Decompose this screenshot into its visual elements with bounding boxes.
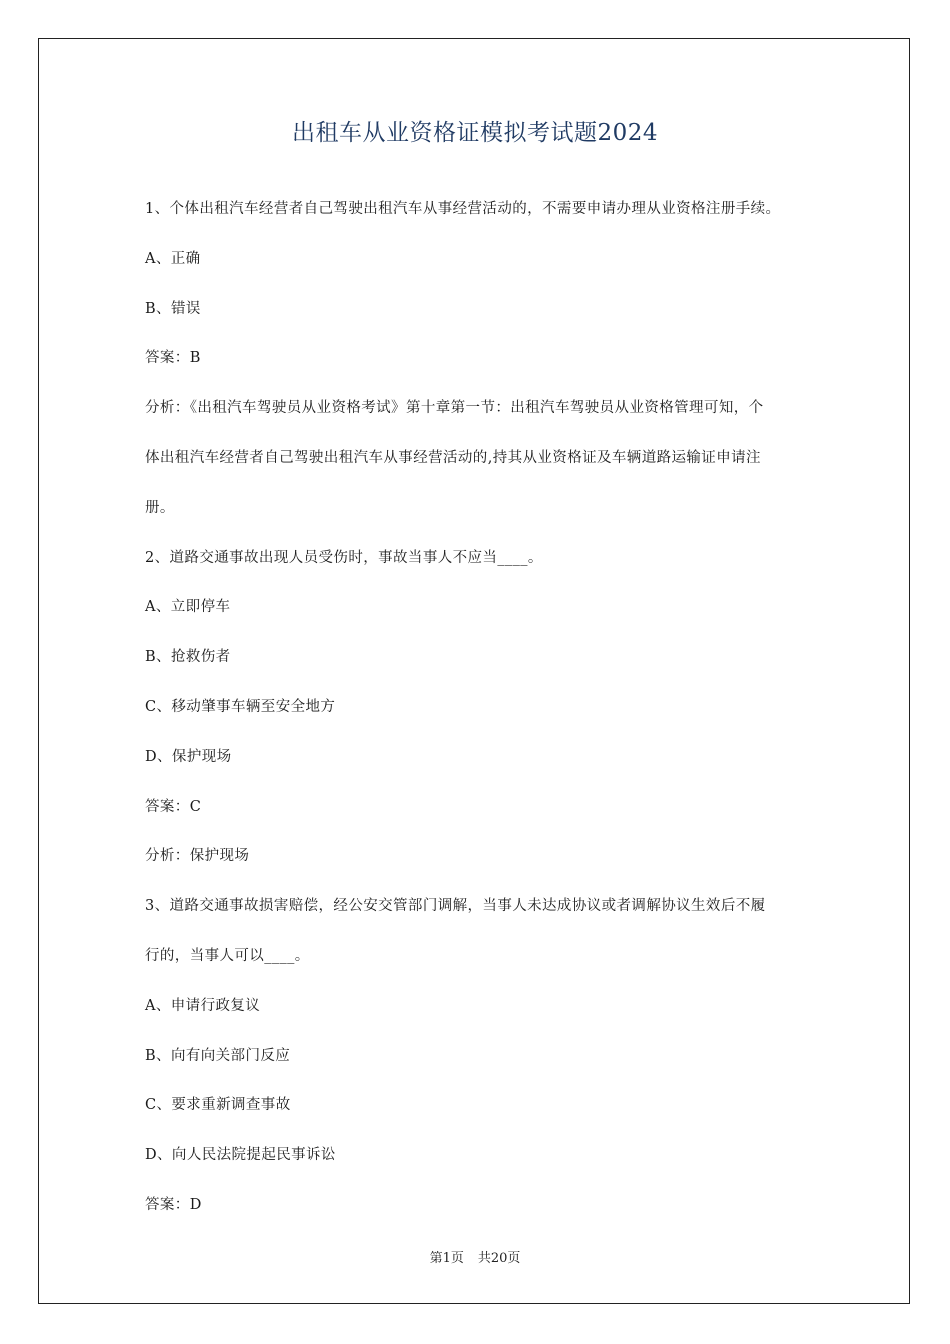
question-3-option-d: D、向人民法院提起民事诉讼: [145, 1147, 336, 1164]
question-1-option-b: B、错误: [145, 300, 201, 317]
question-1-analysis-line-2: 体出租汽车经营者自己驾驶出租汽车从事经营活动的,持其从业资格证及车辆道路运输证申请注: [145, 449, 761, 466]
question-1-option-a: A、正确: [145, 250, 201, 267]
question-1-analysis-line-3: 册。: [145, 499, 175, 516]
question-3-text-line-1: 3、道路交通事故损害赔偿，经公安交管部门调解，当事人未达成协议或者调解协议生效后不履: [145, 898, 766, 915]
question-2-text: 2、道路交通事故出现人员受伤时，事故当事人不应当____。: [145, 549, 543, 566]
question-2-option-c: C、移动肇事车辆至安全地方: [145, 698, 336, 715]
page-footer: [0, 1247, 950, 1266]
question-2-option-a: A、立即停车: [145, 599, 231, 616]
question-1-analysis-line-1: 分析：《出租汽车驾驶员从业资格考试》第十章第一节：出租汽车驾驶员从业资格管理可知，个: [145, 400, 764, 417]
question-2-analysis: 分析：保护现场: [145, 848, 250, 865]
question-2-answer: 答案：C: [145, 798, 202, 815]
page-number: 第1页: [429, 1251, 464, 1266]
document-body: [145, 197, 813, 1243]
question-3-text-line-2: 行的，当事人可以____。: [145, 947, 310, 964]
question-3-option-b: B、向有向关部门反应: [145, 1047, 291, 1064]
question-3-option-a: A、申请行政复议: [145, 997, 261, 1014]
question-3-answer: 答案：D: [145, 1196, 202, 1213]
question-2-option-b: B、抢救伤者: [145, 649, 231, 666]
question-1-text: 1、个体出租汽车经营者自己驾驶出租汽车从事经营活动的，不需要申请办理从业资格注册手续。: [145, 201, 781, 217]
question-2-option-d: D、保护现场: [145, 748, 232, 765]
page-total: 共20页: [477, 1251, 521, 1266]
document-title: 出租车从业资格证模拟考试题2024: [291, 120, 659, 146]
question-3-option-c: C、要求重新调查事故: [145, 1097, 291, 1114]
question-1-answer: 答案：B: [145, 350, 201, 367]
